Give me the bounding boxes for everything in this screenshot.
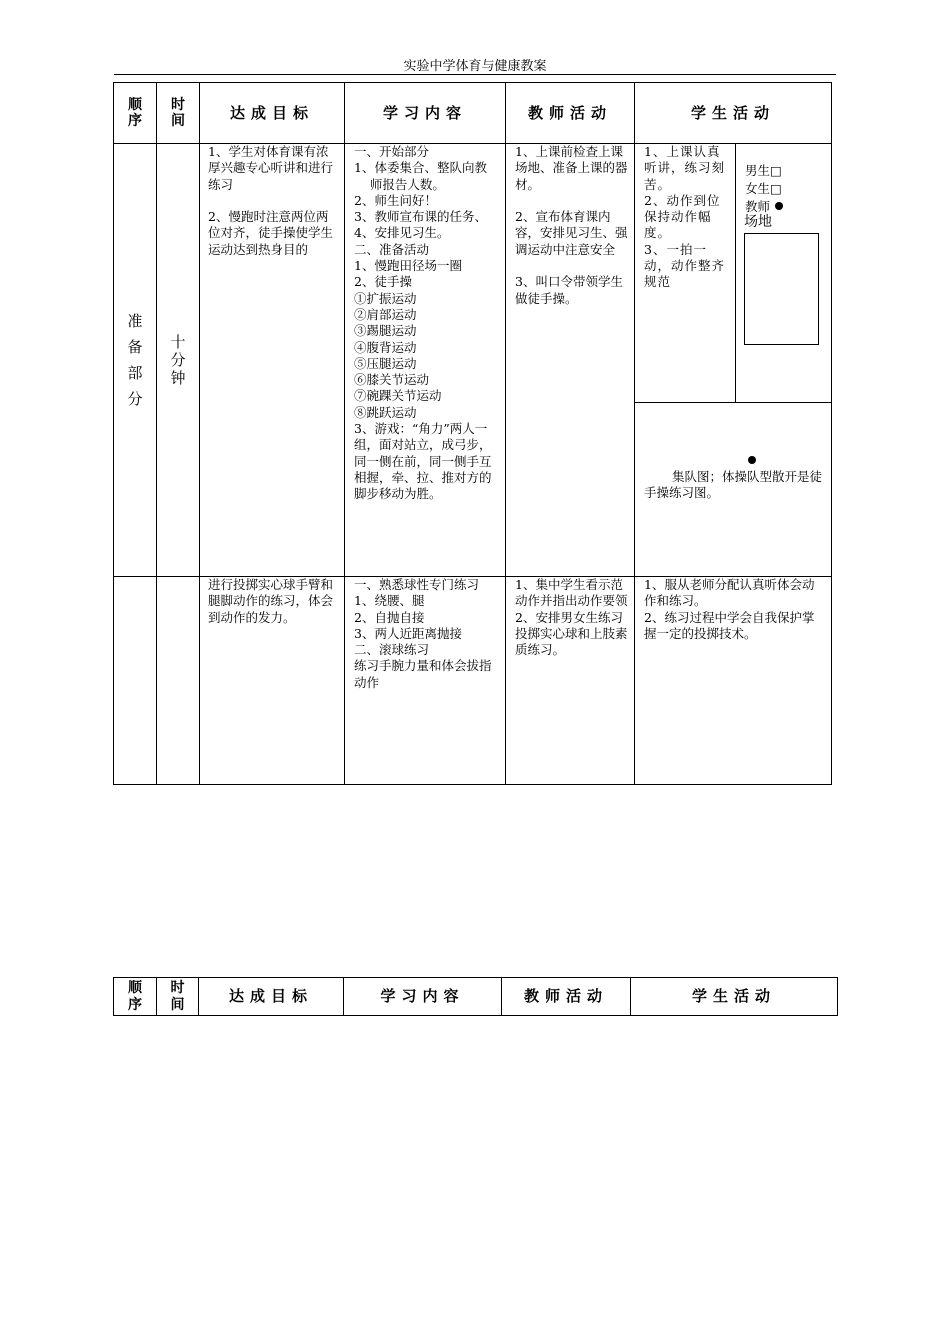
- teacher-marker-icon: [775, 202, 783, 210]
- header-order-label: 顺序: [128, 97, 142, 129]
- header-time: [157, 978, 198, 1015]
- row-order-text: 准备部分: [127, 312, 143, 408]
- header-goals: 达成目标: [229, 103, 314, 122]
- formation-divider: [634, 402, 831, 403]
- document-title: 实验中学体育与健康教案: [403, 59, 547, 74]
- header-order: [114, 978, 156, 1015]
- header-student: 学生活动: [691, 987, 776, 1005]
- legend-venue: 场地: [744, 214, 772, 230]
- header-goals: 达成目标: [228, 987, 313, 1005]
- header-teacher: 教师活动: [527, 103, 612, 122]
- row-teacher: 1、上课前检查上课场地、准备上课的器材。 2、宣布体育课内容，安排见习生、强调运动中注意安全 3、叫口令带领学生做徒手操。: [515, 144, 628, 306]
- table2-border-bottom: [113, 1015, 838, 1016]
- legend-teacher: [745, 198, 770, 215]
- header-order: [114, 83, 156, 143]
- header-time-label: 时间: [170, 979, 185, 1013]
- column-divider: [344, 82, 345, 785]
- legend-female-label: 女生: [745, 181, 771, 196]
- header-content: 学习内容: [382, 103, 467, 122]
- header-time: [157, 83, 199, 143]
- row-student: 1、服从老师分配认真听体会动作和练习。 2、练习过程中学会自我保护掌握一定的投掷技术。: [644, 577, 815, 641]
- legend-male: 男生□: [745, 163, 782, 178]
- teacher-position-icon: [748, 456, 756, 464]
- row-goals: 1、学生对体育课有浓厚兴趣专心听讲和进行练习 2、慢跑时注意两位两位对齐，徒手操使学生运动达到热身目的: [208, 144, 334, 257]
- table2-border-right: [837, 977, 838, 1016]
- header-content: 学习内容: [380, 987, 465, 1005]
- header-rule: [114, 74, 836, 75]
- row-order: [114, 144, 156, 576]
- table-border-right: [831, 82, 832, 785]
- formation-caption: 集队图；体操队型散开是徒手操练习图。: [644, 469, 823, 501]
- row-teacher: 1、集中学生看示范动作并指出动作要领 2、安排男女生练习投掷实心球和上肢素质练习。: [515, 577, 628, 658]
- header-time-label: 时间: [171, 97, 185, 129]
- column-divider: [634, 82, 635, 785]
- row-student: 1、上课认真听讲，练习刻苦。 2、动作到位保持动作幅度。 3、一拍一动，动作整齐规范: [644, 144, 726, 290]
- row-content: 一、熟悉球性专门练习 1、绕腰、腿 2、自抛自接 3、两人近距离抛接 二、滚球练习 练习手腕力量和体会拔指动作: [354, 577, 492, 690]
- legend-male-label: 男生: [745, 163, 771, 178]
- venue-field: [744, 233, 819, 345]
- table-border-bottom: [113, 784, 832, 785]
- row-goals: 进行投掷实心球手臂和腿脚动作的练习，体会到动作的发力。: [208, 577, 334, 625]
- column-divider: [199, 82, 200, 785]
- row-content: 一、开始部分 1、体委集合、整队向教 师报告人数。 2、师生问好！ 3、教师宣布课的任务、 4、安排见习生。 二、准备活动 1、慢跑田径场一圈 2、徒手操 ①扩振运动 ②肩部运动 ③踢腿运动 ④腹背运动 ⑤压腿运动 ⑥膝关节运动 ⑦碗踝关节运动 ⑧跳跃运动 3、游戏：“角力”两人一组，面对站立，成弓步，同一侧在前，同一侧手互相握，牵、拉、推对方的脚步移动为胜。: [354, 144, 492, 502]
- row-time-text: 十分钟: [170, 333, 186, 387]
- row-time: [157, 144, 199, 576]
- legend-teacher-label: 教师: [745, 199, 771, 214]
- legend-female: 女生□: [745, 181, 782, 196]
- header-teacher: 教师活动: [523, 987, 608, 1005]
- header-order-label: 顺序: [128, 979, 142, 1013]
- legend-divider: [735, 143, 736, 402]
- header-student: 学生活动: [690, 103, 775, 122]
- column-divider: [505, 82, 506, 785]
